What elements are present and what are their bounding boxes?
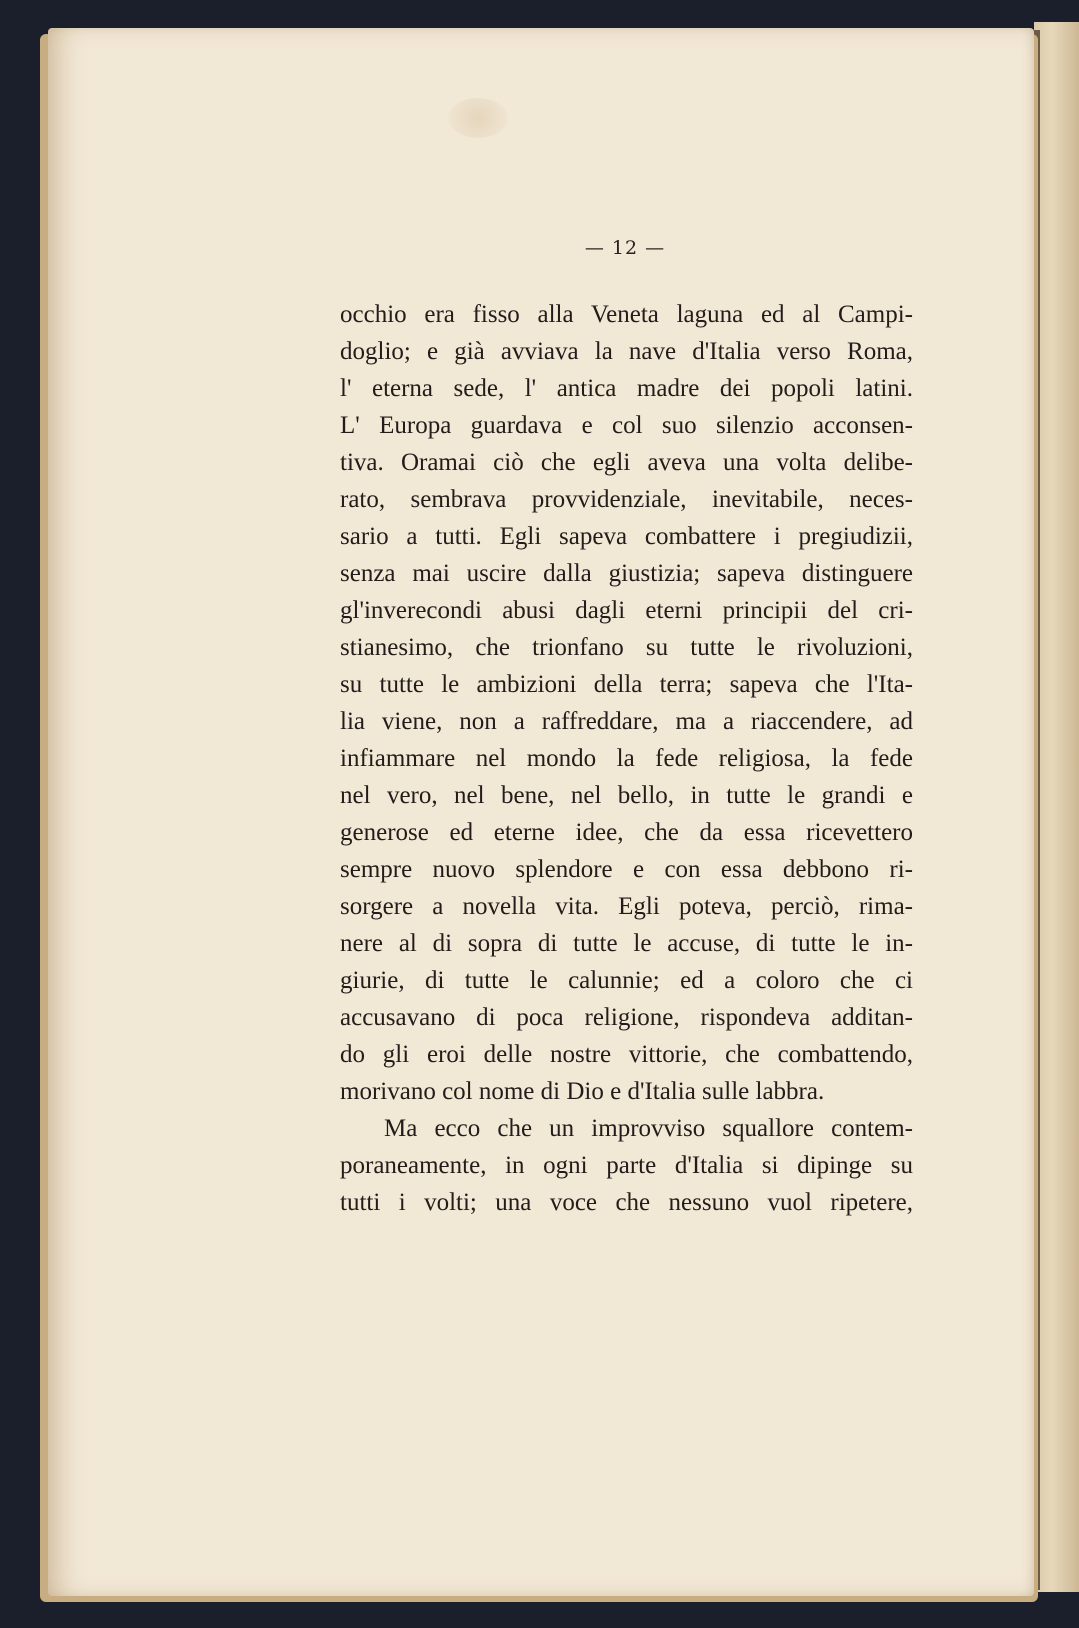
foxing-stain [448, 98, 508, 138]
text-line: rato, sembrava provvidenziale, inevitabile, neces- [340, 486, 913, 513]
text-line: gl'inverecondi abusi dagli eterni principii del cri- [340, 597, 913, 624]
text-line: l' eterna sede, l' antica madre dei popoli latini. [340, 375, 913, 402]
text-line: sempre nuovo splendore e con essa debbono ri- [340, 856, 913, 883]
body-text [340, 296, 913, 1221]
text-line: infiammare nel mondo la fede religiosa, la fede [340, 745, 913, 772]
text-line: senza mai uscire dalla giustizia; sapeva distinguere [340, 560, 913, 587]
text-line: su tutte le ambizioni della terra; sapeva che l'Ita- [340, 671, 913, 698]
text-line: L' Europa guardava e col suo silenzio acconsen- [340, 412, 913, 439]
paragraph-end-line: morivano col nome di Dio e d'Italia sulle labbra. [340, 1078, 825, 1105]
text-line: stianesimo, che trionfano su tutte le rivoluzioni, [340, 634, 913, 661]
page-number: — 12 — [584, 237, 666, 259]
text-line: generose ed eterne idee, che da essa ricevettero [340, 819, 913, 846]
text-line: doglio; e già avviava la nave d'Italia verso Roma, [340, 338, 913, 365]
text-line: sario a tutti. Egli sapeva combattere i pregiudizii, [340, 523, 913, 550]
text-line: sorgere a novella vita. Egli poteva, perciò, rima- [340, 893, 913, 920]
text-line: poraneamente, in ogni parte d'Italia si dipinge su [340, 1152, 913, 1179]
text-line: occhio era fisso alla Veneta laguna ed al Campi- [340, 301, 913, 328]
text-line: tutti i volti; una voce che nessuno vuol ripetere, [340, 1189, 913, 1216]
text-line: nere al di sopra di tutte le accuse, di tutte le in- [340, 930, 913, 957]
text-line: nel vero, nel bene, nel bello, in tutte le grandi e [340, 782, 913, 809]
text-line: accusavano di poca religione, rispondeva additan- [340, 1004, 913, 1031]
text-line: tiva. Oramai ciò che egli aveva una volta delibe- [340, 449, 913, 476]
paragraph-start-line: Ma ecco che un improvviso squallore contem- [384, 1115, 913, 1142]
text-line: do gli eroi delle nostre vittorie, che combattendo, [340, 1041, 913, 1068]
text-line: giurie, di tutte le calunnie; ed a coloro che ci [340, 967, 913, 994]
text-line: lia viene, non a raffreddare, ma a riaccendere, ad [340, 708, 913, 735]
